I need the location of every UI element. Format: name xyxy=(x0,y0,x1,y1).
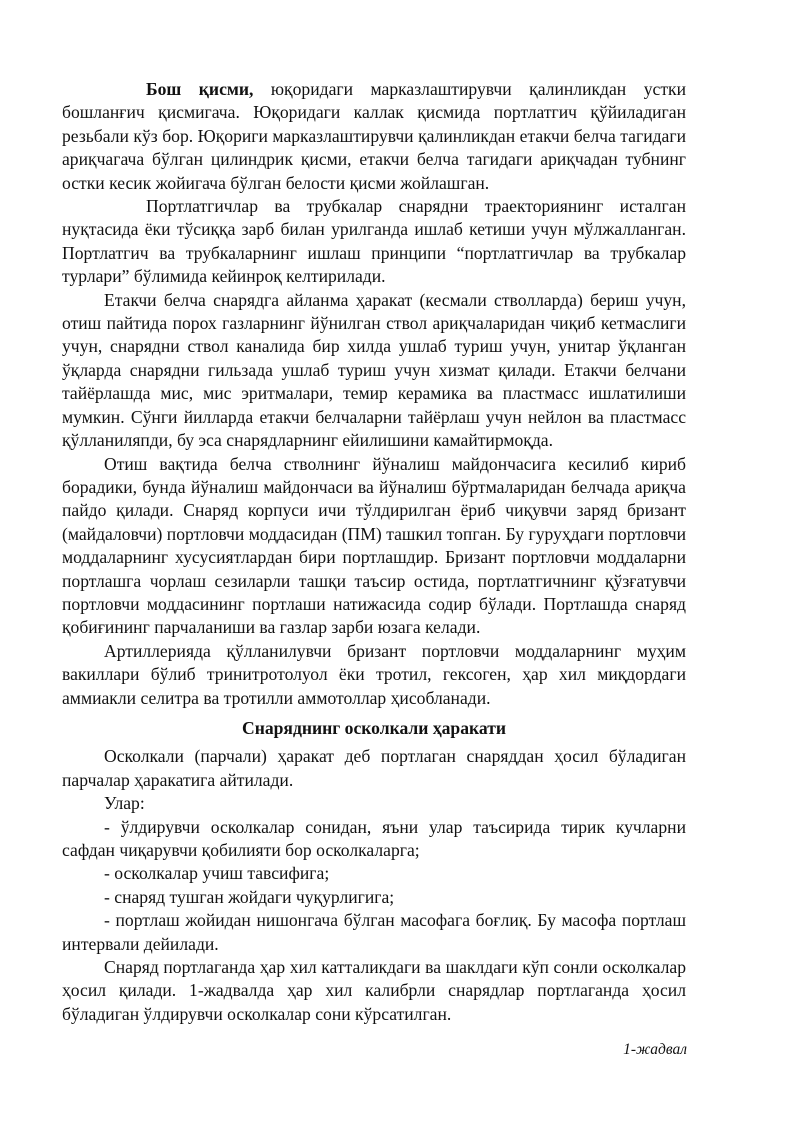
paragraph-driving-band: Етакчи белча снарядга айланма ҳаракат (кесмали стволларда) бериш учун, отиш пайтида порох газларнинг йўнилган ствол ариқчаларидан чиқиб кетмаслиги учун, снарядни ствол каналида бир хилда ушлаб туриш учун, унитар ўқланган ўқларда снарядни гильзада ушлаб туриш учун хизмат қилади. Етакчи белчани тайёрлашда мис, мис эритмалари, темир керамика ва пластмасс ишлатилиши мумкин. Сўнги йилларда етакчи белчаларни тайёрлаш учун нейлон ва пластмасс қўлланиляпди, бу эса снарядларнинг ейилишини камайтирмоқда. xyxy=(62,289,686,451)
paragraph-they: Улар: xyxy=(104,793,145,814)
section-heading: Снаряднинг осколкали ҳаракати xyxy=(242,717,506,738)
term-head-part: Бош қисми, xyxy=(146,79,254,99)
paragraph-head-part-text: юқоридаги марказлаштирувчи қалинликдан устки бошланғич қисмигача. Юқоридаги каллак қисмида портлатгич қўйиладиган резьбали кўз бор. Юқориги марказлаштирувчи қалинликдан етакчи белча тагидаги ариқчагача бўлган цилиндрик қисми, етакчи белча тагидаги ариқчадан тубнинг остки кесик жойигача бўлган белости қисми жойлашган. xyxy=(62,79,686,193)
document-body xyxy=(62,78,686,1026)
table-caption: 1-жадвал xyxy=(623,1041,687,1058)
list-item: - портлаш жойидан нишонгача бўлган масофага боғлиқ. Бу масофа портлаш интервали дейилади. xyxy=(62,910,686,954)
list-item: - снаряд тушган жойдаги чуқурлигига; xyxy=(104,886,395,907)
list-item: - осколкалар учиш тавсифига; xyxy=(104,863,330,884)
list-item: - ўлдирувчи осколкалар сонидан, яъни улар таъсирида тирик кучларни сафдан чиқарувчи қобилияти бор осколкаларга; xyxy=(62,816,686,860)
paragraph-fragments-count: Снаряд портлаганда ҳар хил катталикдаги ва шаклдаги кўп сонли осколкалар ҳосил қилади. 1-жадвалда ҳар хил калибрли снарядлар портлаганда ҳосил бўладиган ўлдирувчи осколкалар сони кўрсатилган. xyxy=(62,957,686,1024)
paragraph-fragmentation-definition: Осколкали (парчали) ҳаракат деб портлаган снаряддан ҳосил бўладиган парчалар ҳаракатига айтилади. xyxy=(62,746,686,790)
paragraph-fuzes: Портлатгичлар ва трубкалар снарядни траекториянинг исталган нуқтасида ёки тўсиққа зарб билан урилганда ишлаб кетиши учун мўлжалланган. Портлатгич ва трубкаларнинг ишлаш принципи “портлатгичлар ва трубкалар турлари” бўлимида кейинроқ келтирилади. xyxy=(62,196,686,287)
paragraph-head-part xyxy=(62,78,686,195)
paragraph-explosives: Артиллерияда қўлланилувчи бризант портловчи моддаларнинг муҳим вакиллари бўлиб тринитротолуол ёки тротил, гексоген, ҳар хил миқдордаги аммиакли селитра ва тротилли аммотоллар ҳисобланади. xyxy=(62,640,686,708)
paragraph-firing: Отиш вақтида белча стволнинг йўналиш майдончасига кесилиб кириб борадики, бунда йўналиш майдончаси ва йўналиш бўртмаларидан белчада ариқча пайдо қилади. Снаряд корпуси ичи тўлдирилган ёриб чиқувчи заряд бризант (майдаловчи) портловчи моддасидан (ПМ) ташкил топган. Бу гуруҳдаги портловчи моддаларнинг хусусиятлардан бири портлашдир. Бризант портловчи моддаларни портлашга чорлаш сезиларли ташқи таъсир остида, портлатгичнинг қўзғатувчи портловчи моддасининг портлаши натижасида содир бўлади. Портлашда снаряд қобиғининг парчаланиши ва газлар зарби юзага келади. xyxy=(62,453,686,638)
